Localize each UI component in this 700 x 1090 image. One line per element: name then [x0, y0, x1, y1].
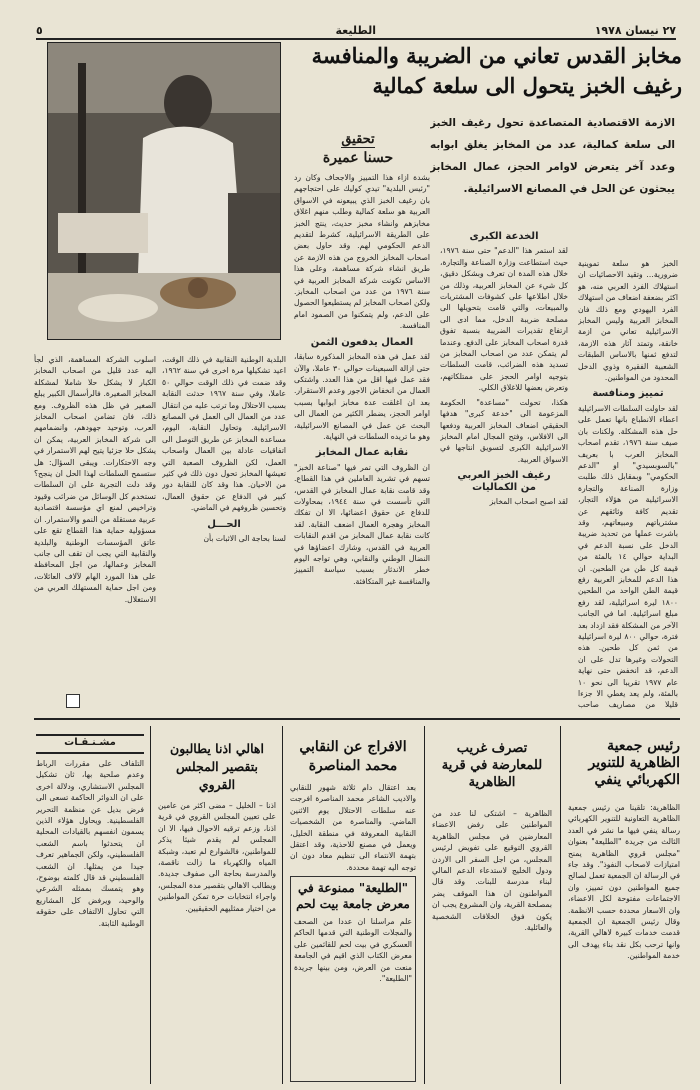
- section-divider: [34, 718, 680, 720]
- paragraph: لقد استمر هذا "الدعم" حتى سنة ١٩٧٦، حيث استطاعت وزارة الصناعة والتجارة، خلال هذه المدة ان تعرف وبشكل دقيق، كل شيء عن المخابز العربية، وذلك من خلال اطلاعها على كشوفات المشتريات والمبيعات، والتي قامت بتحويلها الى مصلحة ضريبة الدخل، مما ادى الى ارتفاع تقديرات الضريبة بنسبة تفوق قدرة اصحاب المخابز على الدفع. وعندما لم يتمكن عدد من اصحاب المخابز من تسديد هذه الضرائب، قامت السلطات بتوجيه اوامر الحجز على ممتلكاتهم، وتعرض بعضها للاغلاق الكلي.: [440, 246, 568, 393]
- subheading-big-deception: الخدعة الكبرى: [469, 231, 539, 242]
- subheading-discrimination: تمييز ومنافسة: [592, 388, 664, 400]
- article-body-dhahiriya-denial: الظاهرية: تلقينا من رئيس جمعية الظاهرية التعاونية للتنوير الكهربائي رسالة ينفي فيها ما نشر في العدد الثالث من جريدة "الطليعة" بعنوان "مجلس قروي الظاهرية يمنح امتيازات لاصحاب النفوذ". وقد جاء في الرسالة ان الجمعية تعمل لصالح جميع المواطنين دون تمييز، وان الاجتماعات مفتوحة لكل الاعضاء، وان الاسعار محددة حسب الانظمة. وقال رئيس الجمعية ان الجمعية قدمت خدمات كبيرة لاهالي القرية، وانها ترحب بكل نقد بناء يهدف الى خدمة المواطنين.: [568, 803, 680, 961]
- article-title-dhahiriya-denial: رئيس جمعية الظاهرية للتنوير الكهربائي ينفي: [588, 738, 680, 788]
- paragraph: لسنا بحاجة الى الاثبات بأن: [203, 534, 286, 544]
- subheading-solution: الحـــل: [207, 518, 241, 530]
- subheading-union: نقابة عمال المخابز: [315, 447, 409, 459]
- column-rule: [424, 726, 425, 1084]
- paragraph: اسلوب الشركة المساهمة، الذي لجأ اليه عدد قليل من اصحاب المخابز الكبار لا يشكل حلا شاملا لمشكلة المخابز الصغيرة. فالرأسمال الكبير يبلع الصغير في ظل هذه الظروف. ومع ذلك، فان تضامن اصحاب المخابز العرب، وتوحيد جهودهم، وانضمامهم الى شركة المخابز العربية، يمكن ان يشكل حلا جزئيا يتيح لهم الاستمرار في وجه الاحتكارات. ويبقى السؤال: هل ستسمح السلطات لهذا الحل ان ينجح؟ وقد دلت التجربة على ان السلطات تستخدم كل الوسائل من ضرائب وقيود وتراخيص لمنع اي مؤسسة اقتصادية عربية مستقلة من النمو والاستمرار. ان مسؤولية حماية هذا القطاع تقع على عاتق المؤسسات الوطنية والبلدية والنقابية التي يجب ان تقف الى جانب المخابز وعمالها، من اجل المحافظة على هذا المورد الهام لآلاف العائلات، ومن اجل حماية المستهلك العربي من الاستغلال.: [34, 355, 156, 604]
- article-column-1: [578, 258, 678, 710]
- page-number: ٥: [36, 24, 43, 37]
- headline-main: مخابز القدس تعاني من الضريبة والمنافسة: [311, 43, 682, 68]
- article-column-4: [162, 354, 286, 704]
- paragraph: ان الظروف التي تمر فيها "صناعة الخبز" تسهم في تشريد العاملين في هذا القطاع. وقد قامت نقابة عمال المخابز في القدس، التي تأسست في سنة ١٩٤٤، بمحاولات للدفاع عن حقوق اعضائها، الا ان تفكك المخابز وهجرة العمال اضعف النقابة. لقد كانت نقابة عمال المخابز من اقدم النقابات العربية في القدس، وشارك اعضاؤها في النضال الوطني والنقابي، وهي تواجه اليوم خطر الاندثار بسبب سياسة التمييز والمنافسة غير المتكافئة.: [294, 462, 430, 586]
- article-title-idhna: اهالي اذنا يطالبون بتقصير المجلس القروي: [170, 741, 264, 792]
- byline-label: تحقيق: [341, 132, 375, 147]
- article-column-3: [294, 172, 430, 710]
- paper-name: الطليعة: [335, 24, 376, 37]
- column-rule: [282, 726, 283, 1084]
- byline-name: حسنا عميرة: [322, 150, 394, 166]
- paragraph: لقد اصبح اصحاب المخابز: [489, 496, 568, 506]
- issue-date: ٢٧ نيسان ١٩٧٨: [594, 24, 676, 37]
- subheading-luxury: من الكماليات: [472, 481, 536, 493]
- column-rule: [150, 726, 151, 1084]
- paragraph: بشدة ازاء هذا التمييز والاجحاف وكان رد "رئيس البلدية" تيدي كوليك على احتجاجهم بان رغيف الخبز الذي يبيعونه في الاسواق العربية هو سلعة كمالية وطلب منهم اغلاق مخابزهم وانشاء مخبز حديث، ينتج الخبز على الطريقة الاسرائيلية، كشرط لتقديم الدعم الحكومي لهم. وقد حاول بعض اصحاب المخابز الخروج من هذه الازمة عن طريق انشاء شركة مساهمة، وعلى هذا الاساس تكونت شركة المخابز العربية في سنة ١٩٧٦ من عدد من اصحاب المخابز. ولكن اصحاب المخابز لم يستطيعوا الحصول على الدعم، ولم يتمكنوا من الصمود امام المنافسة.: [294, 173, 430, 331]
- article-body-snippets: التلفاف على مقررات الرباط وعدم صلحية بها، ثان تشكيل المجلس الاستشاري، ودلالة اخرى على ان الدوائر الحاكمة تسعى الى فرض بديل عن منظمة التحرير الفلسطينية. ويحاول هؤلاء الذين يسمون انفسهم بالقيادات المحلية ان يتحدثوا باسم الشعب الفلسطيني، ولكن الجماهير تعرف جيدا من يمثلها. ان الشعب الفلسطيني قد قال كلمته بوضوح، وهو يتمسك بممثله الشرعي والوحيد، ويرفض كل المشاريع التي تحاول الالتفاف على حقوقه الوطنية الثابتة.: [36, 759, 144, 928]
- subheading-arab-bread: رغيف الخبز العربي: [457, 470, 551, 482]
- boxed-article: [290, 876, 416, 1082]
- boxed-article-body: علم مراسلنا ان عددا من الصحف والمجلات الوطنية التي قدمها الحاكم العسكري في بيت لحم للقائمين على معرض الكتاب الذي اقيم في الجامعة منعت من العرض، ومن بينها جريدة "الطليعة".: [294, 917, 412, 984]
- article-body-opposition: الظاهرية – اشتكى لنا عدد من المواطنين على رفض الاعضاء المعارضين في مجلس الظاهرية القروي التوقيع على تفويض لرئيس المجلس، من اجل السفر الى الاردن ودول الخليج لاستدعاء الدعم المالي لبناء مدرسة للبنات. وقد قال المواطنون ان هذا الموقف يضر بمصلحة القرية، وان المشروع يجب ان يكون فوق الخلافات الشخصية والعائلية.: [432, 809, 552, 933]
- article-column-5: [34, 354, 156, 672]
- subheading-workers-pay: العمال يدفعون الثمن: [310, 336, 414, 348]
- paragraph: البلدية الوطنية النقابية في ذلك الوقت، اعيد تشكيلها مرة اخرى في سنة ١٩٦٢، وقد ضمت في ذلك الوقت حوالي ٥٠ عاملا، وفي سنة ١٩٦٧ حدثت النقابة بسبب الاحتلال وما ترتب عليه من انتقال عدد من العمال الى العمل في المصانع الاسرائيلية. وتحاول النقابة، اليوم، مساعدة المخابز عن طريق التوصل الى اتفاقيات عادلة بين العمال واصحاب العمل، لكن الظروف الصعبة التي تعيشها المخابز تحول دون ذلك في كثير من الاحيان. هذا وقد كان للنقابة دور كبير في الدفاع عن حقوق العمال، وتحسين ظروفهم في الماضي.: [162, 355, 286, 513]
- paragraph: الخبز هو سلعة تموينية ضرورية… وتقيد الاحصائيات ان استهلاك الفرد العربي منه، هو اكثر بضعفة اضعاف من استهلاك الفرد اليهودي ومع ذلك فان المخابز العربية وليس المخابز الاسرائيلية تعاني من ازمة خانقة، وتمتد آثار هذه الازمة، لتدفع ثمنها بالاساس الطبقات الشعبية الفقيرة وذوي الدخل المحدود من المواطنين.: [578, 259, 678, 383]
- article-title-opposition: تصرف غريب للمعارضة في قرية الظاهرية: [441, 741, 543, 790]
- article-body-idhna: اذنا – الخليل – مضى اكثر من عامين على تعيين المجلس القروي في قرية اذنا، وزعم ترقيه الاحوال فيها، الا ان المجلس لم يقدم شيئا يذكر للمواطنين، فالشوارع لم تعبد، وشبكة المياه والكهرباء ما زالت ناقصة، والمدرسة بحاجة الى صفوف جديدة. ويطالب الاهالي بتقصير مدة المجلس، واجراء انتخابات حرة تمكن المواطنين من اختيار ممثليهم الحقيقيين.: [158, 801, 276, 913]
- paragraph: هكذا، تحولت "مساعدة" الحكومة المزعومة الى "خدعة كبرى" هدفها الحقيقي اضعاف المخابز العربية ودفعها الى الافلاس، وفتح المجال امام المخابز الاسرائيلية الكبرى لتسويق انتاجها في الاسواق العربية.: [440, 397, 568, 464]
- bakery-photo: [47, 42, 281, 340]
- boxed-article-title: "الطليعة" ممنوعة في معرض جامعة بيت لحم: [296, 881, 410, 911]
- bakery-photo-image: [48, 43, 280, 339]
- paragraph: لقد حاولت السلطات الاسرائيلية اعطاء الانطباع بانها تعمل على حل هذه المشكلة. ولكنات بان صيف سنة ١٩٧٦، تقدم اصحاب المخابز العرب با بعريف "بالسوبسيدي" او "الدعم الحكومي" وبمقابل ذلك طلبت وزارة الصناعة والتجارة الاسرائيلية من هؤلاء التجار، تقديم كافة وثائقهم عن مشترياتهم ومبيعاتهم، وقد باشرت عملها من تحديد ضريبة الدخل على نسبة الدعم في البداية حوالي ١٤ بالمئة من قيمة كل طن من الطحين. ان هذا الدعم للمخابز العربية رفع قيمة الطن الواحد من الطحين ١٨٠٠ ليرة اسرائيلية، لقد رفع مبلغ اسرائيلية. اما في الجانب الآخر من المشكلة فقد ازداد بعد فترة، حوالي ٨٠٠ ليرة اسرائيلية من ثمن كل طحين. هذه التحولات وغيرها تدل على ان الدعم، قد انخفض حتى نهاية عام ١٩٧٧ تقريبا الى نحو ١٠ بالمئة، ولم يعد يغطي الا جزءا قليلا من مصاريف صاحب: [578, 403, 678, 710]
- end-mark-box: [66, 694, 80, 708]
- byline: [293, 128, 423, 166]
- article-body-release: بعد اعتقال دام ثلاثة شهور للنقابي والاديب الشاعر محمد المناصرة افرجت عنه سلطات الاحتلال يوم الاثنين الماضي. والمناصرة من الشخصيات النقابية المعروفة في منطقة الخليل، ويعمل في مصنع للاحذية، وقد اعتقل بتهمة الانتماء الى تنظيم معاد دون ان توجه اليه تهمة محددة.: [290, 783, 416, 872]
- page-header: [36, 24, 676, 40]
- paragraph: لقد عمل في هذه المخابز المذكورة سابقا، حتى ازالة السبعينات حوالي ٣٠ عاملا، والآن فقد عمل فيها اقل من هذا العدد. واشتكى العمال من انخفاض الاجور وعدم الاستقرار. بعد ان اغلقت عدة مخابز ابوابها بسبب اوامر الحجز، يضطر الكثير من العمال الى البحث عن عمل في المصانع الاسرائيلية، وهو ما تريده السلطات في النهاية.: [294, 352, 430, 441]
- column-rule: [560, 726, 561, 1084]
- article-column-2: [440, 226, 568, 710]
- article-title-release: الافراج عن النقابي محمد المناصرة: [299, 739, 407, 774]
- headline-sub: رغيف الخبز يتحول الى سلعة كمالية: [372, 73, 682, 98]
- lead-intro: الازمة الاقتصادية المتصاعدة تحول رغيف الخبز الى سلعة كمالية، عدد من المخابز يغلق ابوابه وعدد آخر يتعرض لاوامر الحجز، عمال المخابز يبحثون عن الحل في المصانع الاسرائيلية.: [430, 117, 675, 195]
- column-title-snippets: مشـنـقـات: [36, 734, 144, 754]
